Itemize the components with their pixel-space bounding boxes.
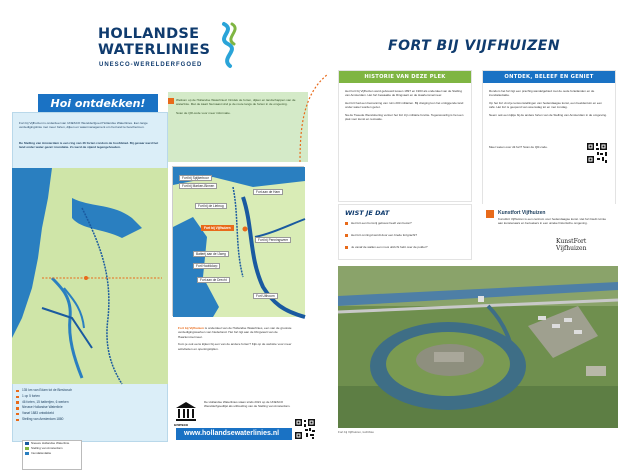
logo-wordmark	[98, 26, 210, 58]
map-callout-current: Fort bij Vijfhuizen	[201, 225, 234, 231]
history-paragraph: Het Fort bij Vijfhuizen werd gebouwd tussen 1897 en 1903 als onderdeel van de Stelling van Amsterdam. Het fort bewaakte de Ringvaart en de Haarlemmermeer.	[345, 89, 463, 98]
aerial-photo-graphic	[338, 266, 618, 428]
unesco-text: De Hollandse Waterlinies staan sinds 2021 op de UNESCO Werelderfgoedlijst als uitbreiding van de Stelling van Amsterdam.	[204, 400, 291, 409]
logo-line-1: HOLLANDSE	[98, 26, 200, 42]
did-you-know-item: Het fort een bomvrij gebouw heeft van beton?	[345, 221, 469, 225]
history-card	[338, 70, 472, 202]
history-body	[339, 83, 471, 131]
did-you-know-title: WIST JE DAT	[345, 209, 390, 217]
website-link[interactable]: www.hollandsewaterlinies.nl	[176, 428, 292, 440]
fact-item: Stelling van Amsterdam 1880	[16, 417, 166, 423]
left-page	[8, 8, 308, 455]
fact-item: Nieuwe Hollandse Waterlinie	[16, 405, 166, 411]
hollandse-waterlinies-logo	[98, 22, 248, 76]
fact-item: 1 op 5 forten	[16, 394, 166, 400]
map-callout: Fort bij Penningsveer	[255, 237, 291, 243]
kunstfort-title: Kunstfort Vijfhuizen	[498, 210, 546, 216]
discover-paragraph: Meer weten over dit fort? Scan de QR-code.	[489, 145, 548, 150]
page-title: FORT BIJ VIJFHUIZEN	[388, 38, 561, 54]
qr-code-icon[interactable]	[586, 142, 608, 164]
unesco-row	[174, 398, 302, 428]
map-callout: Fort Uithoorn	[253, 293, 278, 299]
map-callout: Fort Hoofddorp	[193, 263, 220, 269]
welcome-text-scan: Scan de QR-code voor meer informatie.	[176, 110, 231, 115]
discover-paragraph: Op het fort vind je tentoonstellingen van hedendaagse kunst, een beeldentuin en een café. Het fort is geopend van woensdag tot en met zondag.	[489, 101, 602, 110]
welcome-text-main: Welkom op de Hollandse Waterlinies! Ontdek de forten, dijken en landschappen van de waterlinie. Met de kaart hiernaast vind je de route langs de forten in de omgeving.	[176, 98, 296, 107]
map-callout: Fort bij de Liebrug	[195, 203, 227, 209]
kunstfort-card	[482, 204, 616, 260]
unesco-icon	[174, 400, 198, 424]
unesco-label: unesco	[174, 422, 189, 427]
map-callout: Fort bij Spijkerboor	[179, 175, 212, 181]
fort-name: Fort bij Vijfhuizen	[178, 326, 204, 330]
did-you-know-item: Je vanaf de wallen een mooi uitzicht hebt over de polder?	[345, 245, 469, 249]
discover-heading: ONTDEK, BELEEF EN GENIET	[483, 71, 615, 83]
map-callout: Fort aan de Drecht	[197, 277, 230, 283]
fact-item: Vanaf 1883 ontwikkeld	[16, 411, 166, 417]
qr-code-icon[interactable]	[294, 418, 316, 440]
fact-item: 135 km van Edam tot de Biesbosch	[16, 388, 166, 394]
map-callout: Fort bij Marken-Binnen	[179, 183, 217, 189]
history-paragraph: Het fort had een bemanning van ruim 200 militairen. Bij dreiging kon het omliggende land onder water worden gezet.	[345, 101, 464, 110]
detail-map[interactable]	[172, 166, 304, 316]
intro-text-2: De Stelling van Amsterdam is een ring van 46 forten rondom de hoofdstad. Bij gevaar werd het land onder water gezet: inundatie. Zo werd de vijand tegengehouden.	[19, 141, 159, 150]
photo-caption: Fort bij Vijfhuizen, luchtfoto	[338, 430, 374, 434]
wave-icon	[216, 22, 242, 68]
welcome-box	[168, 92, 308, 162]
legend-item: Stelling van Amsterdam	[23, 446, 81, 451]
discover-paragraph: Neem ook een kijkje bij de andere forten van de Stelling van Amsterdam in de omgeving.	[489, 113, 607, 118]
map-callout: Batterij aan de IJweg	[193, 251, 229, 257]
history-paragraph: Na de Tweede Wereldoorlog verloor het fort zijn militaire functie. Tegenwoordig is het een plek voor kunst en recreatie.	[345, 113, 464, 122]
kunstfort-icon	[486, 210, 494, 218]
facts-list	[16, 388, 166, 438]
history-heading: HISTORIE VAN DEZE PLEK	[339, 71, 471, 83]
kunstfort-logo: KunstFort Vijfhuizen	[556, 238, 587, 252]
map-graphic	[12, 168, 168, 384]
logo-line-2: WATERLINIES	[98, 42, 211, 58]
logo-subtitle: UNESCO-WERELDERFGOED	[99, 62, 203, 68]
discover-paragraph: Rondom het fort ligt een prachtig wandelgebied met de oude forteilanden en de inundatievlakte.	[489, 89, 595, 98]
aerial-photo	[338, 266, 618, 428]
right-page	[328, 18, 628, 444]
legend-item: Inundatievlakte	[23, 451, 81, 456]
fort-description	[178, 326, 302, 354]
marker-icon	[168, 98, 174, 104]
section-title: Hoi ontdekken!	[38, 94, 158, 114]
welcome-text	[176, 98, 302, 115]
fort-text: is onderdeel van de Hollandse Waterlinies, een van de grootste verdedigingswerken van Nederland. Het fort ligt aan de Ringvaart van de Haarlemmermeer.	[178, 326, 292, 339]
kunstfort-text: Kunstfort Vijfhuizen is een centrum voor hedendaagse kunst. Het fort biedt ruimte aan kunstenaars en bezoekers in een unieke historische omgeving.	[498, 217, 607, 226]
intro-text: Fort bij Vijfhuizen is onderdeel van UNESCO Werelderfgoed Hollandse Waterlinies. Een lange verdedigingslinie met meer forten, dijken en watermanagement om het land te beschermen.	[19, 121, 148, 130]
fact-item: 46 forten, 15 batterijen, 6 werken	[16, 400, 166, 406]
did-you-know-item: Het fort omringd wordt door een brede fortgracht?	[345, 233, 469, 237]
legend-item: Nieuwe Hollandse Waterlinie	[23, 441, 81, 446]
fort-text-2: Kom je ook eens kijken bij een van de andere forten? Kijk op de website voor meer activiteiten en openingstijden.	[178, 342, 292, 351]
detail-column	[168, 162, 308, 444]
did-you-know-card	[338, 204, 472, 260]
map-legend	[22, 440, 82, 470]
map-callout: Fort aan de Ham	[253, 189, 283, 195]
